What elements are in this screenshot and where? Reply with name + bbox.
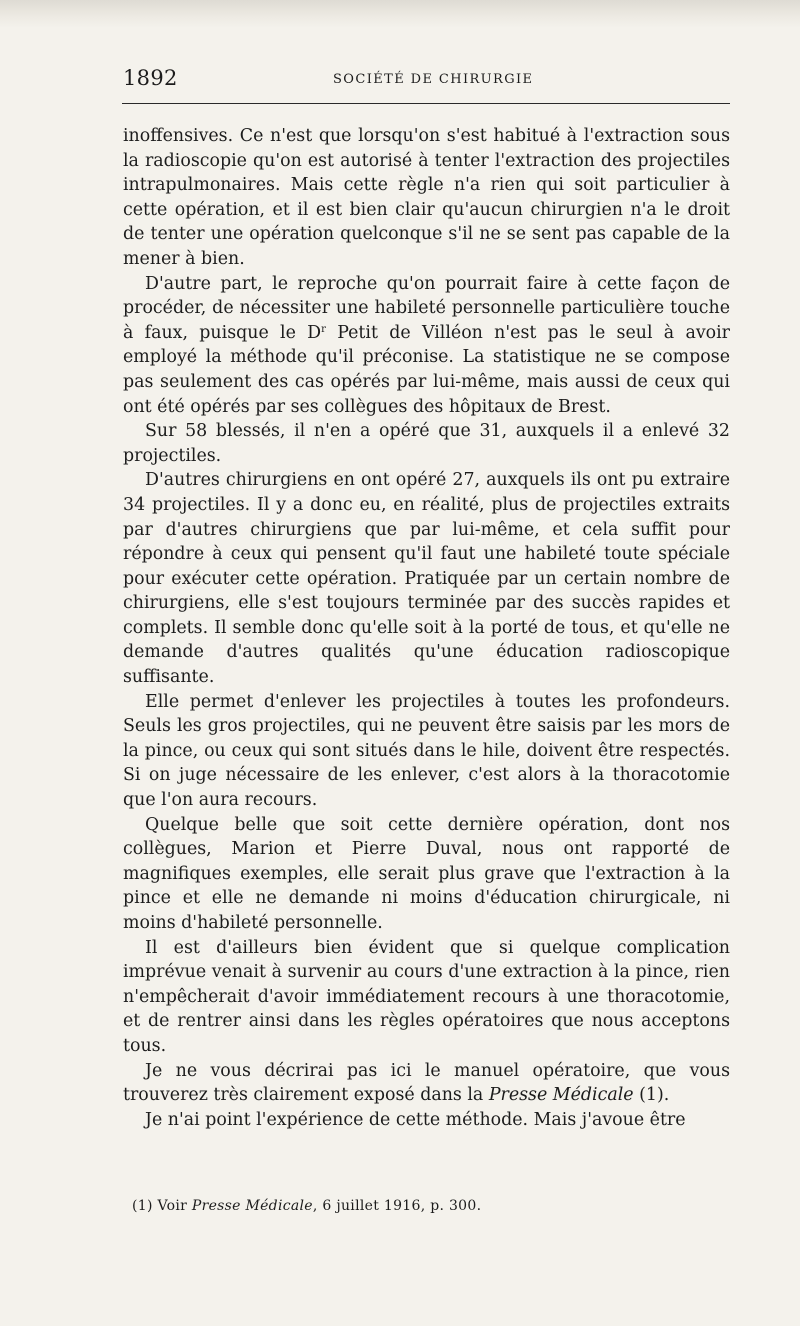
- footnote-text-b: , 6 juillet 1916, p. 300.: [312, 1198, 482, 1214]
- paragraph-3: Sur 58 blessés, il n'en a opéré que 31, auxquels il a enlevé 32 projectiles.: [123, 421, 730, 466]
- doctor-abbrev-superscript: r: [321, 323, 326, 335]
- paragraph-8-text-b: (1).: [633, 1085, 670, 1106]
- footnote: [132, 1198, 481, 1214]
- footnote-journal: Presse Médicale: [191, 1198, 313, 1214]
- paragraph-8-text-a: Je ne vous décrirai pas ici le manuel opératoire, que vous trouverez très clairement exposé dans la: [123, 1060, 730, 1106]
- footnote-marker: (1): [132, 1198, 153, 1214]
- paragraph-7: Il est d'ailleurs bien évident que si quelque complication imprévue venait à survenir au cours d'une extraction à la pince, rien n'empêcherait d'avoir immédiatement recours à une thoracotomie, et de rentrer ainsi dans les règles opératoires que nous acceptons tous.: [123, 937, 730, 1056]
- paragraph-8: [123, 1059, 730, 1108]
- page-top-shadow: [0, 0, 800, 28]
- body-text: [123, 124, 730, 1132]
- paragraph-2-text-b: Petit de Villéon n'est pas le seul à avoir employé la méthode qu'il préconise. La statistique ne se compose pas seulement des cas opérés par lui-même, mais aussi de ceux qui ont été opérés par ses collègues des hôpitaux de Brest.: [123, 322, 731, 417]
- paragraph-2-text-a: D'autre part, le reproche qu'on pourrait faire à cette façon de procéder, de nécessiter une habileté personnelle particulière touche à faux, puisque le D: [123, 273, 730, 343]
- paragraph-1: inoffensives. Ce n'est que lorsqu'on s'est habitué à l'extraction sous la radioscopie qu'on est autorisé à tenter l'extraction des projectiles intrapulmonaires. Mais cette règle n'a rien qui soit particulier à cette opération, et il est bien clair qu'aucun chirurgien n'a le droit de tenter une opération quelconque s'il ne se sent pas capable de la mener à bien.: [123, 126, 730, 269]
- paragraph-2: [123, 272, 730, 420]
- journal-citation: Presse Médicale: [488, 1085, 634, 1106]
- paragraph-9: Je n'ai point l'expérience de cette méthode. Mais j'avoue être: [145, 1109, 686, 1130]
- journal-title: SOCIÉTÉ DE CHIRURGIE: [333, 72, 534, 87]
- header-rule: [122, 103, 730, 104]
- paragraph-5: Elle permet d'enlever les projectiles à toutes les profondeurs. Seuls les gros projectiles, qui ne peuvent être saisis par les mors de la pince, ou ceux qui sont situés dans le hile, doivent être respectés. Si on juge nécessaire de les enlever, c'est alors à la thoracotomie que l'on aura recours.: [123, 691, 730, 811]
- paragraph-4: D'autres chirurgiens en ont opéré 27, auxquels ils ont pu extraire 34 projectiles. Il y a donc eu, en réalité, plus de projectiles extraits par d'autres chirurgiens que par lui-même, et cela suffit pour répondre à ceux qui pensent qu'il faut une habileté toute spéciale pour exécuter cette opération. Pratiquée par un certain nombre de chirurgiens, elle s'est toujours terminée par des succès rapides et complets. Il semble donc qu'elle soit à la porté de tous, et qu'elle ne demande d'autres qualités qu'une éducation radioscopique suffisante.: [123, 470, 730, 688]
- running-head: [123, 64, 730, 100]
- footnote-text-a: Voir: [152, 1198, 192, 1214]
- paragraph-6: Quelque belle que soit cette dernière opération, dont nos collègues, Marion et Pierre Duval, nous ont rapporté de magnifiques exemples, elle serait plus grave que l'extraction à la pince et elle ne demande ni moins d'éducation chirurgicale, ni moins d'habileté personnelle.: [123, 814, 730, 933]
- page-number: 1892: [123, 66, 178, 90]
